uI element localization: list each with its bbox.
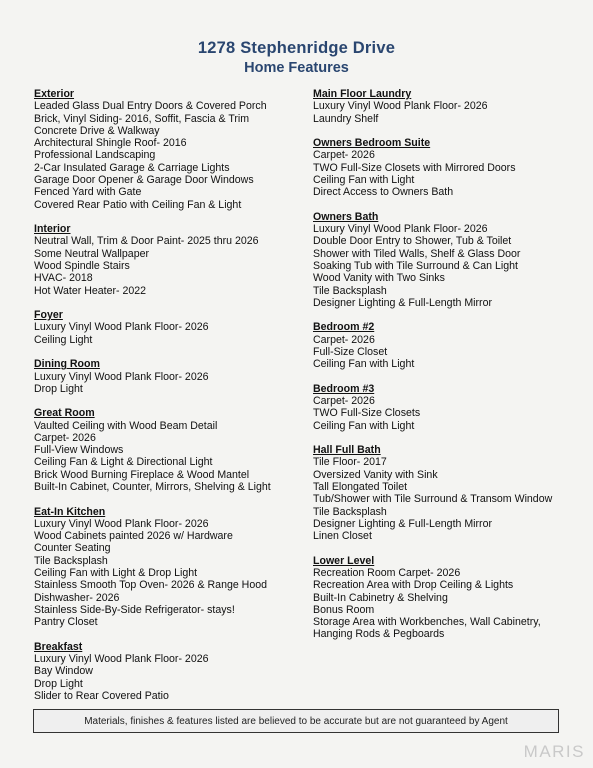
section-dining-room: [34, 358, 300, 395]
section-title: Lower Level: [313, 554, 375, 567]
maris-watermark: MARIS: [523, 742, 585, 761]
feature-item: Direct Access to Owners Bath: [313, 186, 454, 199]
feature-item: Pantry Closet: [34, 616, 98, 629]
feature-item: Brick Wood Burning Fireplace & Wood Mantel: [34, 468, 250, 481]
section-title: Breakfast: [34, 640, 83, 653]
feature-item: Stainless Side-By-Side Refrigerator- stays!: [34, 603, 235, 616]
feature-item: Vaulted Ceiling with Wood Beam Detail: [34, 419, 218, 432]
section-main-floor-laundry: [313, 88, 575, 125]
section-foyer: [34, 309, 300, 346]
feature-item: Soaking Tub with Tile Surround & Can Light: [313, 259, 518, 272]
feature-item: Built-In Cabinetry & Shelving: [313, 591, 448, 604]
feature-item: Tub/Shower with Tile Surround & Transom Window: [313, 493, 553, 506]
feature-item: TWO Full-Size Closets with Mirrored Doors: [313, 161, 516, 174]
feature-item: Ceiling Fan with Light: [313, 358, 415, 371]
section-title: Owners Bath: [313, 210, 379, 223]
feature-item: Drop Light: [34, 382, 83, 395]
feature-item: Luxury Vinyl Wood Plank Floor- 2026: [313, 223, 488, 236]
feature-item: Wood Vanity with Two Sinks: [313, 272, 445, 285]
feature-item: Slider to Rear Covered Patio: [34, 689, 169, 702]
feature-item: Linen Closet: [313, 530, 372, 543]
feature-item: Some Neutral Wallpaper: [34, 247, 150, 260]
section-owners-bedroom-suite: [313, 137, 575, 198]
feature-item: Carpet- 2026: [313, 333, 375, 346]
feature-item: Double Door Entry to Shower, Tub & Toilet: [313, 235, 512, 248]
feature-item: Dishwasher- 2026: [34, 591, 120, 604]
feature-item: Ceiling Fan with Light: [313, 419, 415, 432]
section-title: Eat-In Kitchen: [34, 505, 106, 518]
disclaimer-box: [33, 709, 559, 733]
right-column: [313, 88, 575, 653]
feature-item: Tile Backsplash: [313, 284, 387, 297]
feature-item: Carpet- 2026: [34, 431, 96, 444]
feature-item: Luxury Vinyl Wood Plank Floor- 2026: [34, 653, 209, 665]
feature-item: Professional Landscaping: [34, 149, 156, 162]
feature-item: Carpet- 2026: [313, 394, 375, 407]
feature-item: Wood Cabinets painted 2026 w/ Hardware: [34, 530, 233, 543]
section-title: Bedroom #2: [313, 321, 375, 334]
section-title: Foyer: [34, 309, 63, 322]
section-interior: [34, 223, 300, 297]
feature-item: Luxury Vinyl Wood Plank Floor- 2026: [34, 517, 209, 530]
feature-item: Hanging Rods & Pegboards: [313, 628, 445, 641]
feature-item: Wood Spindle Stairs: [34, 260, 130, 273]
feature-item: Brick, Vinyl Siding- 2016, Soffit, Fascia & Trim: [34, 112, 250, 125]
feature-item: Drop Light: [34, 677, 83, 690]
feature-item: Ceiling Fan & Light & Directional Light: [34, 456, 213, 469]
feature-item: Carpet- 2026: [313, 149, 375, 162]
page-title: 1278 Stephenridge Drive: [197, 39, 396, 57]
feature-item: Covered Rear Patio with Ceiling Fan & Light: [34, 198, 242, 211]
feature-item: Hot Water Heater- 2022: [34, 284, 147, 297]
feature-item: Stainless Smooth Top Oven- 2026 & Range Hood: [34, 579, 268, 592]
feature-item: Designer Lighting & Full-Length Mirror: [313, 296, 492, 309]
section-owners-bath: [313, 211, 575, 309]
feature-item: Full-View Windows: [34, 444, 124, 457]
section-title: Bedroom #3: [313, 382, 375, 395]
feature-item: Luxury Vinyl Wood Plank Floor- 2026: [34, 321, 209, 334]
feature-item: Tile Backsplash: [313, 505, 387, 518]
feature-item: Built-In Cabinet, Counter, Mirrors, Shelving & Light: [34, 481, 271, 494]
section-bedroom-3: [313, 383, 575, 432]
section-great-room: [34, 407, 300, 493]
feature-item: Neutral Wall, Trim & Door Paint- 2025 thru 2026: [34, 235, 259, 248]
feature-item: Tile Backsplash: [34, 554, 108, 567]
feature-item: Ceiling Light: [34, 333, 93, 346]
feature-item: TWO Full-Size Closets: [313, 407, 421, 420]
feature-item: Shower with Tiled Walls, Shelf & Glass Door: [313, 247, 521, 260]
feature-item: HVAC- 2018: [34, 272, 93, 285]
feature-item: Recreation Area with Drop Ceiling & Lights: [313, 579, 514, 592]
feature-item: Garage Door Opener & Garage Door Windows: [34, 174, 254, 187]
section-breakfast: [34, 641, 300, 702]
feature-item: Concrete Drive & Walkway: [34, 124, 160, 137]
section-title: Owners Bedroom Suite: [313, 137, 431, 150]
section-lower-level: [313, 555, 575, 641]
section-title: Hall Full Bath: [313, 444, 381, 457]
feature-item: 2-Car Insulated Garage & Carriage Lights: [34, 161, 230, 174]
document-header: [0, 38, 593, 78]
section-title: Great Room: [34, 407, 95, 420]
section-eat-in-kitchen: [34, 506, 300, 629]
section-bedroom-2: [313, 321, 575, 370]
feature-item: Designer Lighting & Full-Length Mirror: [313, 517, 492, 530]
feature-item: Bonus Room: [313, 603, 375, 616]
disclaimer-text: Materials, finishes & features listed are believed to be accurate but are not guaranteed by Agent: [84, 715, 508, 727]
section-title: Interior: [34, 223, 71, 236]
feature-item: Ceiling Fan with Light & Drop Light: [34, 567, 198, 580]
feature-item: Fenced Yard with Gate: [34, 186, 142, 199]
feature-item: Storage Area with Workbenches, Wall Cabinetry,: [313, 616, 541, 629]
feature-item: Oversized Vanity with Sink: [313, 468, 438, 481]
page-subtitle: Home Features: [244, 60, 349, 76]
feature-item: Recreation Room Carpet- 2026: [313, 566, 461, 579]
feature-item: Ceiling Fan with Light: [313, 173, 415, 186]
section-hall-full-bath: [313, 444, 575, 542]
feature-item: Full-Size Closet: [313, 345, 388, 358]
feature-item: Laundry Shelf: [313, 112, 379, 125]
feature-item: Counter Seating: [34, 542, 111, 555]
feature-item: Bay Window: [34, 665, 93, 678]
feature-item: Luxury Vinyl Wood Plank Floor- 2026: [34, 370, 209, 383]
left-column: [34, 88, 300, 714]
section-title: Dining Room: [34, 358, 100, 371]
section-title: Main Floor Laundry: [313, 88, 412, 100]
feature-item: Tile Floor- 2017: [313, 456, 387, 469]
feature-item: Tall Elongated Toilet: [313, 480, 408, 493]
feature-item: Architectural Shingle Roof- 2016: [34, 137, 187, 150]
feature-item: Luxury Vinyl Wood Plank Floor- 2026: [313, 100, 488, 113]
section-title: Exterior: [34, 88, 75, 100]
section-exterior: [34, 88, 300, 211]
feature-item: Leaded Glass Dual Entry Doors & Covered Porch: [34, 100, 267, 113]
